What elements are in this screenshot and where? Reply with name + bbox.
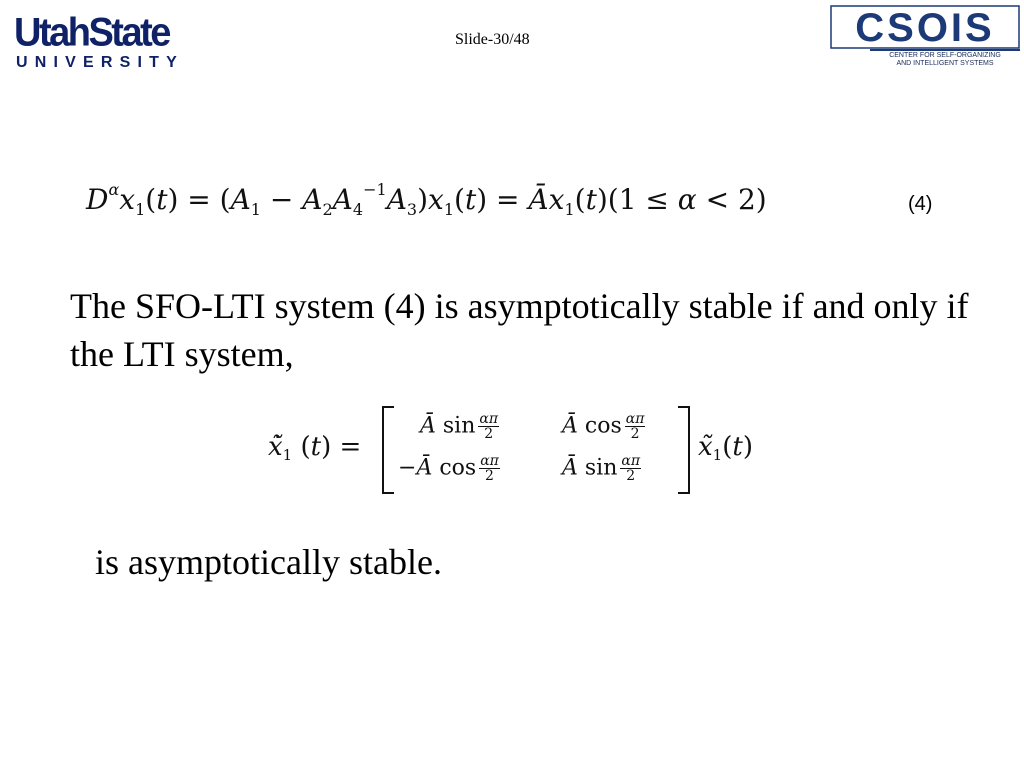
conclusion-text: is asymptotically stable. bbox=[95, 542, 442, 582]
matrix-equation-lhs: $x̃̇_1$ (t) = bbox=[268, 432, 362, 464]
usu-logo-title: UtahState bbox=[14, 10, 169, 56]
matrix-right-bracket bbox=[678, 406, 690, 494]
equation-number: (4) bbox=[908, 193, 933, 215]
stability-condition-text: The SFO-LTI system (4) is asymptotically stable if and only if the LTI system, bbox=[70, 286, 969, 374]
matrix-cell-12: Ā cos $\frac{\alpha\pi}{2}$ bbox=[562, 411, 645, 442]
slide-number: Slide-30/48 bbox=[455, 31, 530, 48]
lti-matrix-equation bbox=[268, 404, 768, 492]
matrix-cell-22: Ā sin $\frac{\alpha\pi}{2}$ bbox=[562, 453, 641, 484]
fractional-order-equation: $D^\alpha x_1(t) = (A_1 - A_2A_4^{-1}A_3)x_1(t)$ = $Āx_1(t)(1 \le \alpha < 2)$ bbox=[86, 180, 767, 219]
utah-state-university-logo bbox=[14, 12, 200, 72]
matrix-left-bracket bbox=[382, 406, 394, 494]
csois-tagline-1: CENTER FOR SELF-ORGANIZING bbox=[889, 52, 1001, 59]
csois-logo bbox=[830, 5, 1020, 75]
csois-logo-title: CSOIS bbox=[855, 6, 995, 50]
matrix-equation-rhs: $x̃_1(t)$ bbox=[698, 432, 753, 464]
matrix-cell-21: −Ā cos $\frac{\alpha\pi}{2}$ bbox=[398, 453, 499, 484]
matrix-cell-11: Ā sin $\frac{\alpha\pi}{2}$ bbox=[420, 411, 499, 442]
usu-logo-subtitle: UNIVERSITY bbox=[16, 54, 185, 71]
csois-tagline-2: AND INTELLIGENT SYSTEMS bbox=[896, 60, 994, 67]
